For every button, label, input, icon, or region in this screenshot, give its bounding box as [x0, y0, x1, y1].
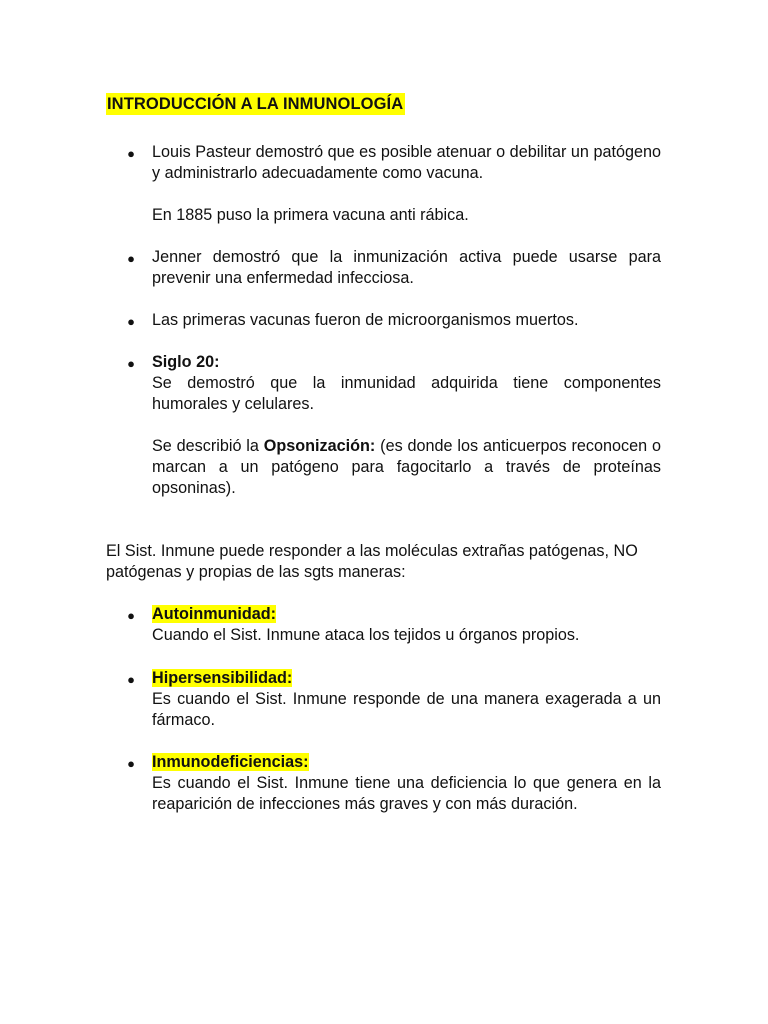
bullet-icon: ● [127, 251, 135, 266]
bullet-icon: ● [127, 672, 135, 687]
list-item-heading: Autoinmunidad: [152, 605, 277, 623]
subtext-prefix: Se describió la [152, 437, 264, 455]
list-item-text: Es cuando el Sist. Inmune tiene una deficiencia lo que genera en la reaparición de infecciones más graves y con más duración. [152, 774, 661, 813]
bullet-icon: ● [127, 608, 135, 623]
list-item-heading: Hipersensibilidad: [152, 669, 293, 687]
list-item-text: Louis Pasteur demostró que es posible atenuar o debilitar un patógeno y administrarlo adecuadamente como vacuna. [152, 143, 661, 182]
list-item-inmunodeficiencias [152, 752, 661, 815]
list-item-text: Cuando el Sist. Inmune ataca los tejidos u órganos propios. [152, 626, 580, 644]
bullet-icon: ● [127, 356, 135, 371]
list-item-text: Es cuando el Sist. Inmune responde de una manera exagerada a un fármaco. [152, 690, 661, 729]
subtext-rest: (es donde los anticuerpos reconocen o marcan a un patógeno para fagocitarlo a través de proteínas opsoninas). [152, 437, 661, 497]
list-item-heading: Siglo 20: [152, 353, 220, 371]
list-item-subtext: En 1885 puso la primera vacuna anti rábica. [152, 206, 469, 224]
subtext-term: Opsonización: [263, 437, 376, 455]
list-item-autoinmunidad [152, 604, 661, 646]
document-title: INTRODUCCIÓN A LA INMUNOLOGÍA [107, 95, 404, 113]
list-item-text: Las primeras vacunas fueron de microorganismos muertos. [152, 311, 579, 329]
list-item-first-vaccines [152, 310, 661, 331]
bullet-icon: ● [127, 146, 135, 161]
bullet-icon: ● [127, 314, 135, 329]
list-item-hipersensibilidad [152, 668, 661, 731]
body-paragraph: El Sist. Inmune puede responder a las moléculas extrañas patógenas, NO patógenas y propias de las sgts maneras: [106, 542, 638, 581]
list-item-jenner [152, 247, 661, 289]
list-item-heading: Inmunodeficiencias: [152, 753, 309, 771]
list-item-pasteur [152, 142, 661, 184]
list-item-subtext [152, 436, 661, 499]
list-item-siglo-20 [152, 352, 661, 415]
list-item-text: Se demostró que la inmunidad adquirida tiene componentes humorales y celulares. [152, 374, 661, 413]
list-item-text: Jenner demostró que la inmunización activa puede usarse para prevenir una enfermedad infecciosa. [152, 248, 661, 287]
bullet-icon: ● [127, 756, 135, 771]
